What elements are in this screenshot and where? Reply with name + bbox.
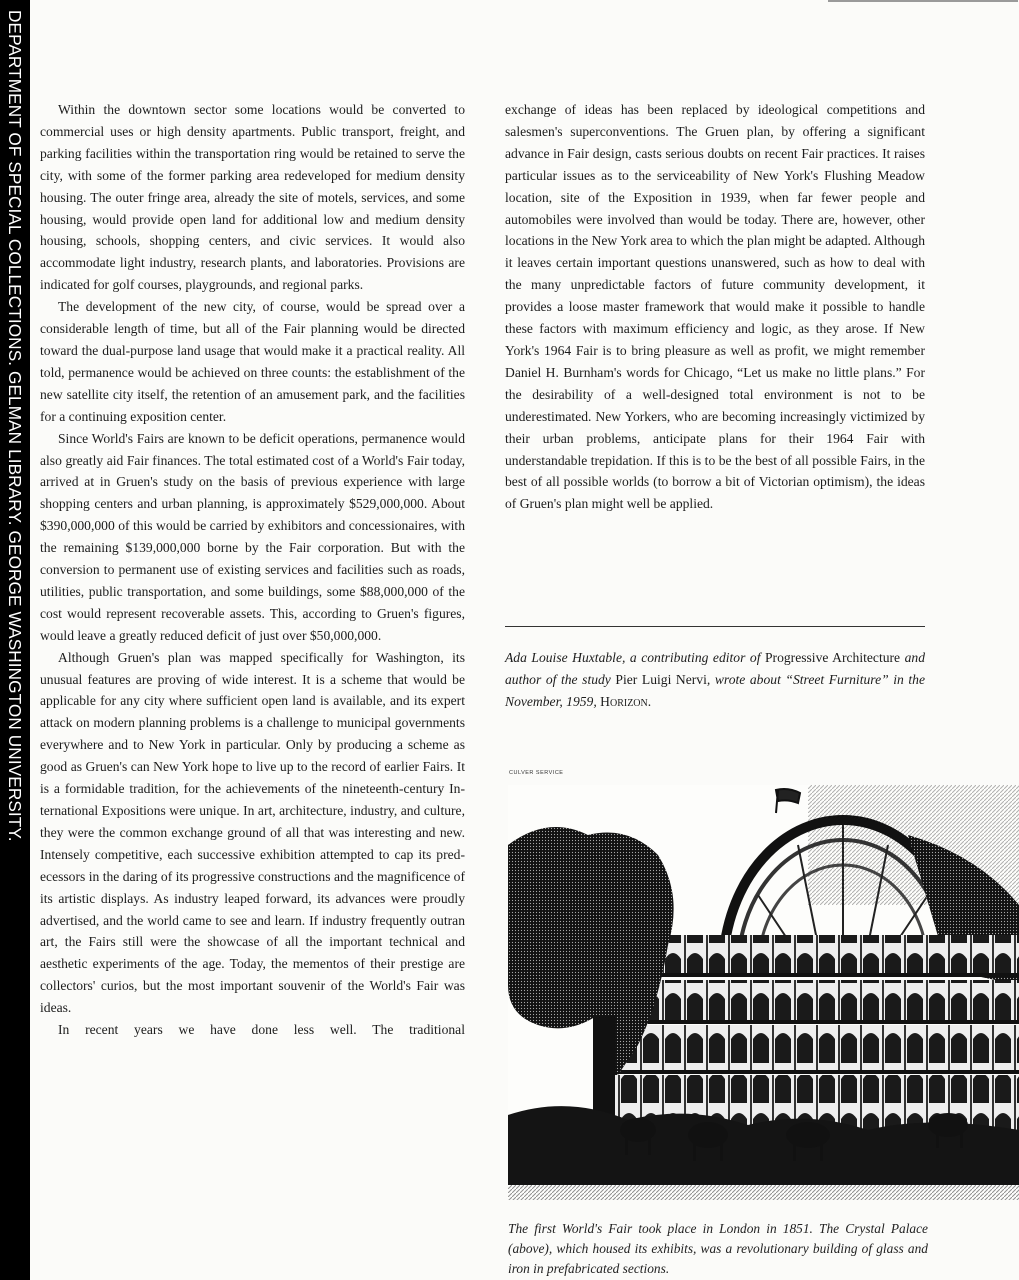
photo-credit: CULVER SERVICE	[509, 770, 564, 776]
author-bio-text: , a contributing editor of	[622, 650, 765, 665]
author-bio-text: and author of the study	[505, 650, 926, 687]
paragraph: The development of the new city, of course, would be spread over a considerable length of time, but all of the Fair planning would be directed toward the dual-purpose land usage that would make it a practical reality. All told, permanence would be achieved on three counts: the establishment of the new satellite city itself, the retention of an amusement park, and the facilities for a continuing exposition center.	[40, 299, 465, 424]
paragraph: Although Gruen's plan was mapped specifically for Washington, its unusual features are proving of wide interest. It is a scheme that would be applicable for any city where sufficient open land is available, and its expert attack on modern planning problems is a challenge to municipal governments everywhere and to New York in particular. Only by producing a scheme as good as Gruen's can New York hope to live up to the record of earlier Fairs. It is a formidable tradition, for the achievements of the nineteenth-century International Expositions were unique. In art, architecture, industry, and culture, they were the common exchange ground of all that was interesting and new. Intensely competitive, each successive exhibition attempted to cap its predecessors in the daring of its progressive constructions and the magnificence of its artistic displays. As industry leaped forward, its advances were proudly advertised, and the world came to see and learn. If industry frequently outran art, the Fairs still were the showcase of all the important technical and aesthetic experiments of the age. Today, the mementos of their prestige are collectors' curios, but the most important souvenir of the World's Fair was ideas.	[40, 649, 465, 1016]
paragraph: Within the downtown sector some locations would be converted to commercial uses or high density apartments. Public transport, freight, and parking facilities within the transportation ring would be retained to serve the city, with some of the former parking area redeveloped for medium density housing. The outer fringe area, already the site of motels, services, and some housing, would provide open land for additional low and medium density housing, schools, shopping centers, and civic services. It would also accommodate light industry, research plants, and laboratories. Provisions are indicated for golf courses, playgrounds, and regional parks.	[40, 102, 465, 293]
author-bio	[505, 647, 925, 713]
engraving-image	[508, 785, 1019, 1200]
crystal-palace-illustration	[508, 785, 1019, 1200]
figure-caption: The first World's Fair took place in London in 1851. The Crystal Palace (above), which housed its exhibits, was a revolutionary building of glass and iron in prefabricated sections.	[508, 1221, 928, 1276]
book-title: Pier Luigi Nervi	[615, 672, 707, 687]
article-left-column	[40, 99, 465, 1041]
paragraph-continuation: exchange of ideas has been replaced by ideological competitions and salesmen's superconventions. The Gruen plan, by offering a significant advance in Fair design, casts serious doubts on recent Fair practices. It raises particular issues as to the serviceability of New York's Flushing Meadow location, site of the Exposition in 1939, when far fewer people and automobiles were involved than would be today. There are, however, other locations in the New York area to which the plan might be adapted. Although it leaves certain important questions unanswered, such as how to deal with the many unpredictable factors of future community development, it provides a loose master framework that would make it possible to handle these factors with maximum efficiency and logic, as they arose. If New York's 1964 Fair is to bring pleasure as well as profit, we might remember Daniel H. Burnham's words for Chicago, “Let us make no little plans.” For the desirability of a well-designed total environment is not to be underestimated. New Yorkers, who are becoming increasingly victimized by their urban problems, anticipate plans for their 1964 Fair with understandable trepidation. If this is to be the best of all possible Fairs, in the best of all possible worlds (to borrow a bit of Victorian optimism), the ideas of Gruen's plan might well be applied.	[505, 102, 925, 512]
section-divider	[505, 626, 925, 627]
archive-watermark-text: DEPARTMENT OF SPECIAL COLLECTIONS. GELMAN LIBRARY. GEORGE WASHINGTON UNIVERSITY.	[5, 10, 25, 842]
author-name: Ada Louise Huxtable	[505, 650, 622, 665]
magazine-title: Progressive Architecture	[764, 650, 901, 665]
publication-name: Horizon	[600, 694, 648, 709]
punctuation: .	[647, 694, 652, 709]
paragraph: Since World's Fairs are known to be deficit operations, permanence would also greatly aid Fair finances. The total estimated cost of a World's Fair today, arrived at in Gruen's study on the basis of previous experience with large shopping centers and urban planning, is approximately $529,000,000. About $390,000,000 of this would be carried by exhibitors and concessionaires, with the remaining $139,000,000 borne by the Fair corporation. But with the conversion to permanent use of existing services and facilities such as roads, utilities, public transportation, and some buildings, some $88,000,000 of the cost would represent recoverable assets. This, according to Gruen's figures, would leave a greatly reduced deficit of just over $50,000,000.	[40, 430, 465, 643]
paragraph: In recent years we have done less well. The traditional	[58, 1022, 465, 1038]
archive-watermark-strip	[0, 0, 30, 1280]
top-rule	[828, 0, 1018, 2]
author-bio-text: , wrote about “Street Furniture” in the November, 1959,	[505, 672, 925, 709]
article-right-column	[505, 99, 925, 515]
